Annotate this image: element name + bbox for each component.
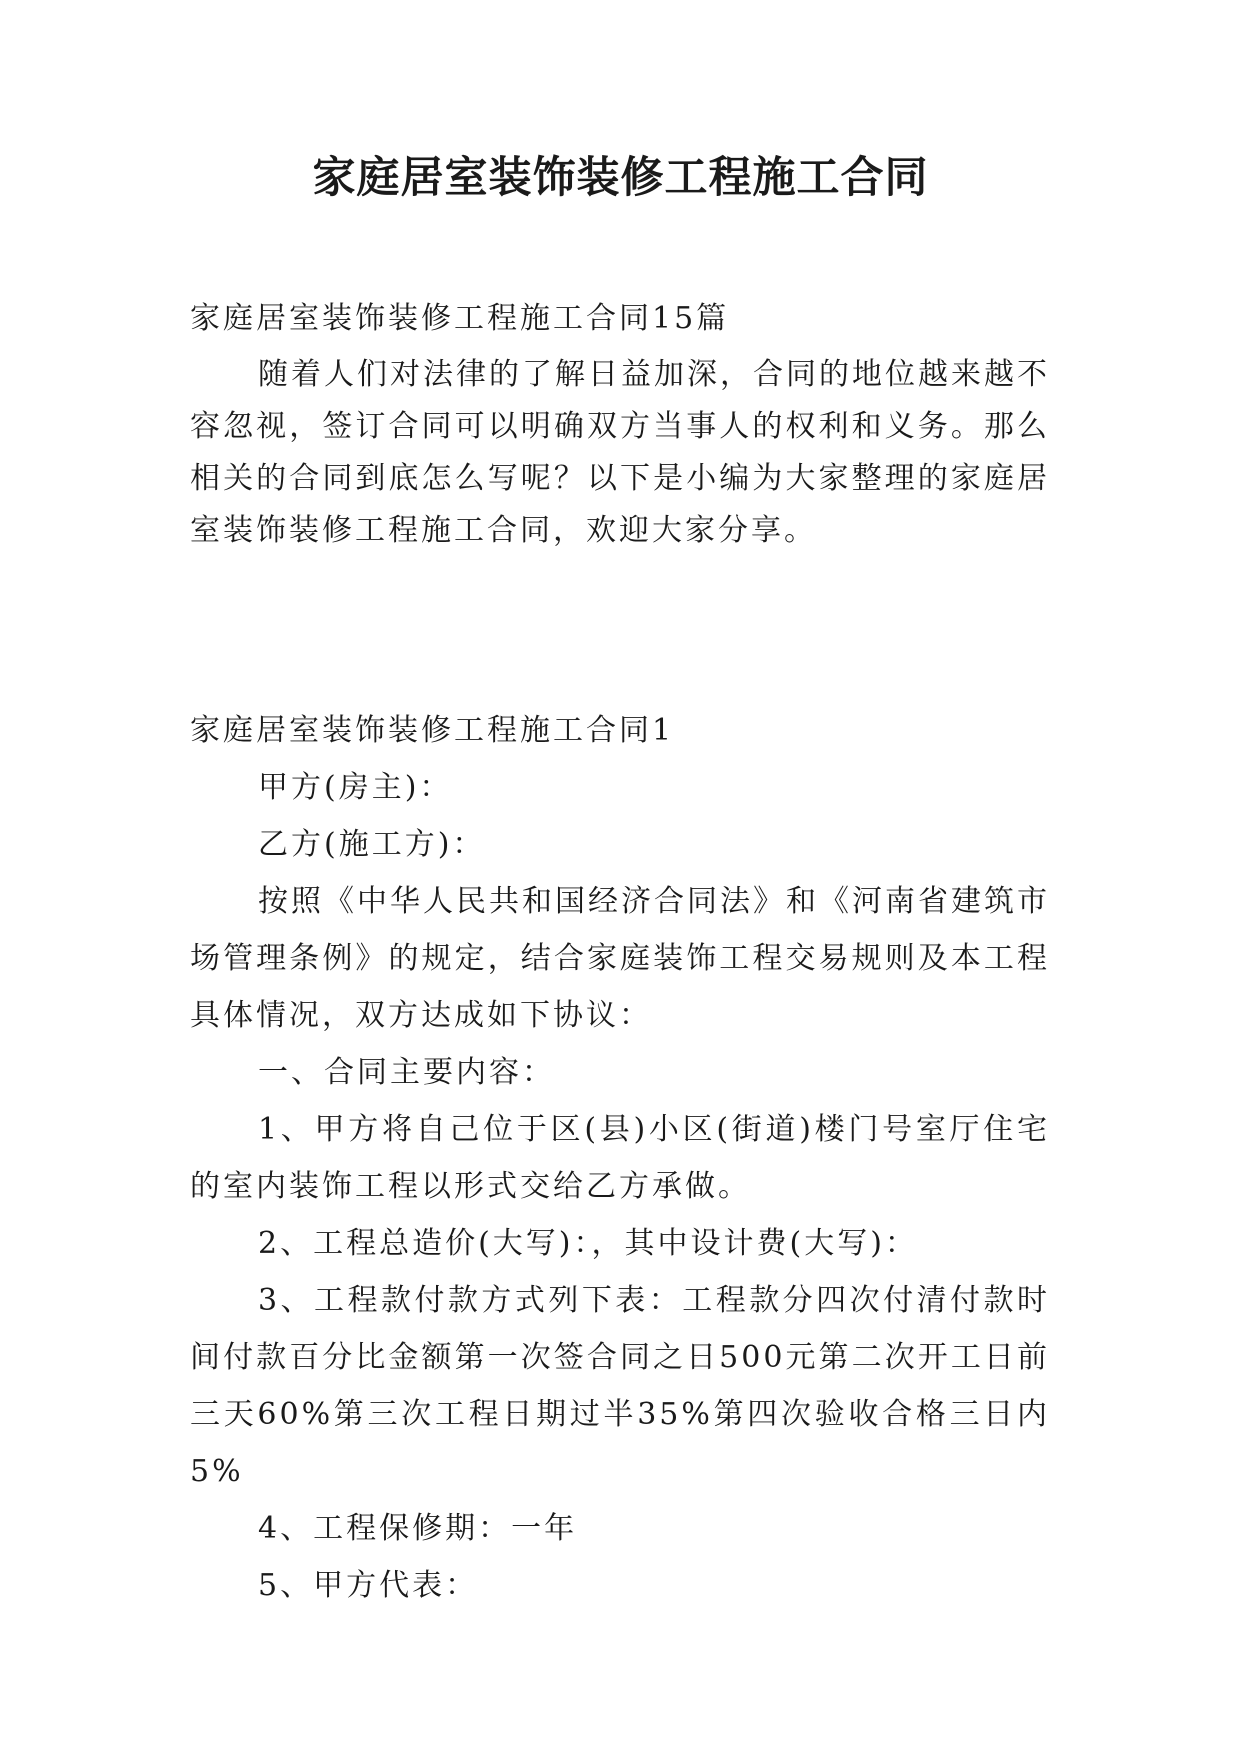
document-title: 家庭居室装饰装修工程施工合同 bbox=[312, 153, 929, 203]
preamble-paragraph: 按照《中华人民共和国经济合同法》和《河南省建筑市场管理条例》的规定，结合家庭装饰工程交易规则及本工程具体情况，双方达成如下协议： bbox=[190, 884, 1050, 1033]
clause-item: 5、甲方代表： bbox=[258, 1568, 479, 1603]
section-heading: 家庭居室装饰装修工程施工合同1 bbox=[190, 713, 675, 748]
clause-item: 2、工程总造价(大写)：，其中设计费(大写)： bbox=[258, 1226, 918, 1261]
clause-heading: 一、合同主要内容： bbox=[258, 1055, 555, 1090]
party-b-line: 乙方(施工方)： bbox=[258, 827, 486, 862]
intro-paragraph: 随着人们对法律的了解日益加深，合同的地位越来越不容忽视，签订合同可以明确双方当事人的权利和义务。那么相关的合同到底怎么写呢？以下是小编为大家整理的家庭居室装饰装修工程施工合同，欢迎大家分享。 bbox=[190, 357, 1050, 548]
party-a-line: 甲方(房主)： bbox=[258, 770, 453, 805]
clause-item: 4、工程保修期：一年 bbox=[258, 1511, 578, 1546]
clause-item: 3、工程款付款方式列下表：工程款分四次付清付款时间付款百分比金额第一次签合同之日500元第二次开工日前三天60%第三次工程日期过半35%第四次验收合格三日内5% bbox=[190, 1283, 1050, 1489]
contract-section bbox=[190, 702, 1050, 1614]
clause-item: 1、甲方将自己位于区(县)小区(街道)楼门号室厅住宅的室内装饰工程以形式交给乙方承做。 bbox=[190, 1112, 1050, 1204]
document-subtitle: 家庭居室装饰装修工程施工合同15篇 bbox=[190, 301, 730, 336]
